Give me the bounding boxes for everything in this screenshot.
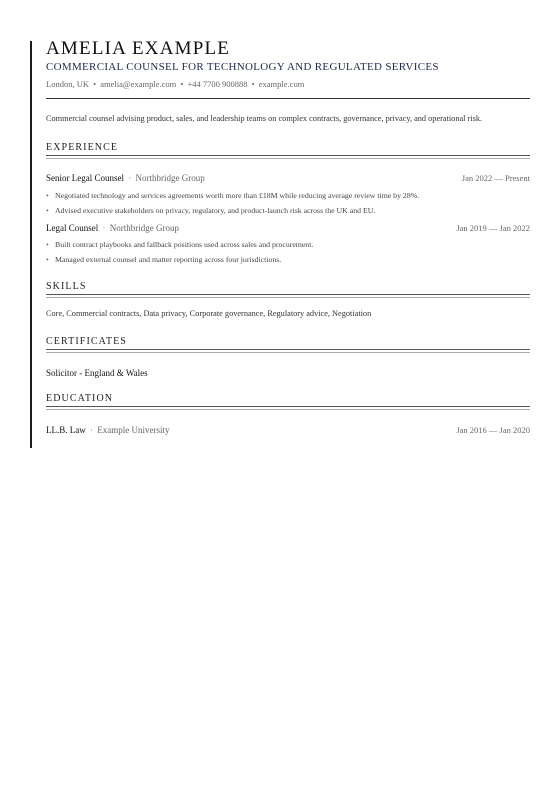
middot-separator: · xyxy=(128,173,132,183)
section-divider xyxy=(46,155,530,159)
education-entry-header xyxy=(46,425,530,437)
experience-bullet xyxy=(46,255,281,264)
contact-website[interactable]: example.com xyxy=(258,79,305,89)
section-title-skills: SKILLS xyxy=(46,281,87,292)
contact-phone[interactable]: +44 7700 900888 xyxy=(187,79,248,89)
middot-separator: · xyxy=(102,223,106,233)
job-dates: Jan 2019 — Jan 2022 xyxy=(456,223,530,233)
degree-title: LL.B. Law xyxy=(46,425,86,435)
experience-entry-header xyxy=(46,223,530,235)
job-organization: Northbridge Group xyxy=(135,173,205,183)
experience-bullet xyxy=(46,191,419,200)
experience-bullet xyxy=(46,206,375,215)
section-title-experience: EXPERIENCE xyxy=(46,142,119,153)
experience-bullet xyxy=(46,240,313,249)
job-title: Legal Counsel xyxy=(46,223,99,233)
job-organization: Northbridge Group xyxy=(109,223,179,233)
bullet-icon: • xyxy=(46,240,49,249)
header-divider xyxy=(46,98,530,99)
contact-email[interactable]: amelia@example.com xyxy=(100,79,177,89)
bullet-icon: • xyxy=(46,206,49,215)
candidate-headline: COMMERCIAL COUNSEL FOR TECHNOLOGY AND REGULATED SERVICES xyxy=(46,61,439,73)
candidate-name: AMELIA EXAMPLE xyxy=(46,38,231,59)
education-dates: Jan 2016 — Jan 2020 xyxy=(456,425,530,435)
left-accent-rule xyxy=(30,41,32,448)
bullet-icon: • xyxy=(46,255,49,264)
skills-list: Core, Commercial contracts, Data privacy, Corporate governance, Regulatory advice, Negotiation xyxy=(46,309,372,318)
contact-separator: • xyxy=(251,79,255,89)
job-title: Senior Legal Counsel xyxy=(46,173,124,183)
section-divider xyxy=(46,406,530,410)
bullet-text: Built contract playbooks and fallback positions used across sales and procurement. xyxy=(55,240,314,249)
experience-entry-header xyxy=(46,173,530,185)
summary-text: Commercial counsel advising product, sales, and leadership teams on complex contracts, governance, privacy, and operational risk. xyxy=(46,114,483,123)
certificate-item: Solicitor - England & Wales xyxy=(46,368,148,378)
section-title-education: EDUCATION xyxy=(46,393,114,404)
contact-separator: • xyxy=(93,79,97,89)
contact-separator: • xyxy=(180,79,184,89)
contact-location: London, UK xyxy=(46,79,89,89)
section-divider xyxy=(46,294,530,298)
contact-line xyxy=(46,79,304,89)
bullet-text: Advised executive stakeholders on privacy, regulatory, and product-launch risk across the UK and EU. xyxy=(55,206,376,215)
bullet-text: Managed external counsel and matter reporting across four jurisdictions. xyxy=(55,255,282,264)
job-dates: Jan 2022 — Present xyxy=(461,173,530,183)
middot-separator: · xyxy=(90,425,93,435)
section-divider xyxy=(46,349,530,353)
bullet-text: Negotiated technology and services agreements worth more than £18M while reducing average review time by 28%. xyxy=(55,191,420,200)
section-title-certificates: CERTIFICATES xyxy=(46,336,127,347)
bullet-icon: • xyxy=(46,191,49,200)
school-name: Example University xyxy=(97,425,170,435)
